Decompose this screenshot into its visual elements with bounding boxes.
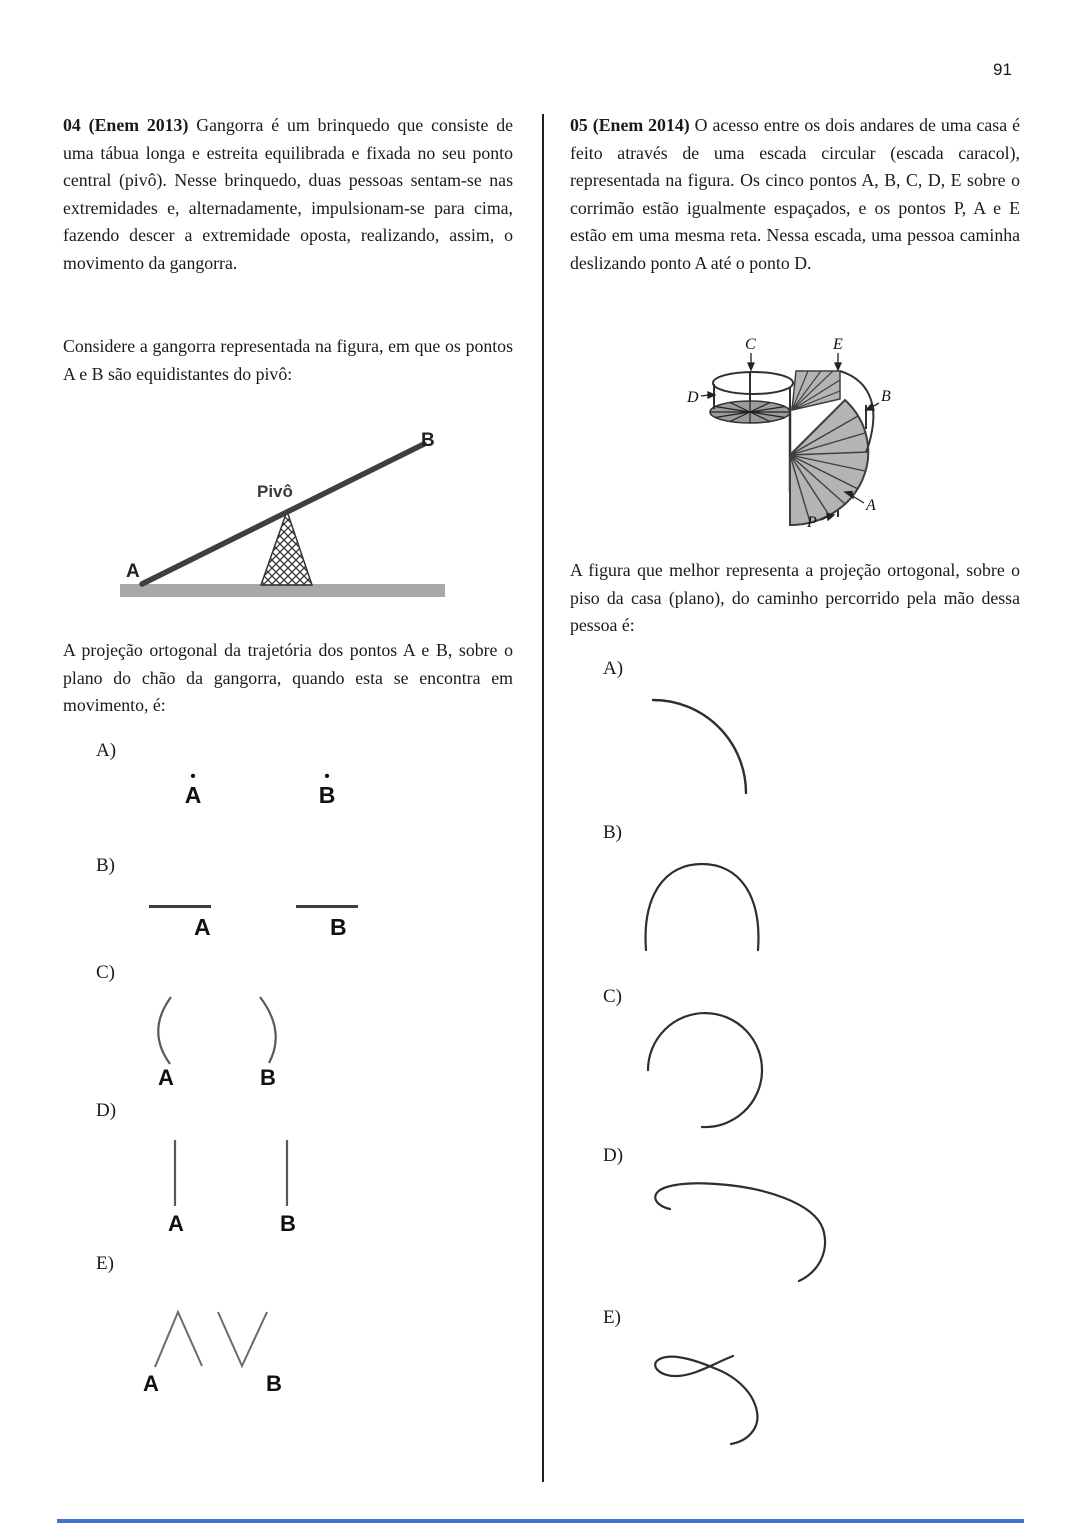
q04-option-a-point-b [312, 768, 342, 808]
stair-label-c: C [745, 336, 756, 353]
caret-shape [155, 1312, 202, 1367]
q04-option-a-label: A) [96, 740, 117, 761]
q05-option-d-label: D) [603, 1145, 624, 1166]
q04-option-b-label: B) [96, 855, 115, 876]
spiral-staircase-figure [618, 335, 910, 535]
q05-option-a-figure [640, 690, 760, 800]
seesaw-figure [110, 420, 450, 600]
arc-letter-a: A [158, 1065, 174, 1090]
q05-option-e-figure [645, 1345, 770, 1450]
line-letter-a: A [168, 1211, 184, 1236]
footer-rule [57, 1519, 1024, 1523]
arc-left [158, 997, 171, 1064]
q04-intro-text: Gangorra é um brinquedo que consiste de uma tábua longa e estreita equilibrada e fixada no seu ponto central (pivô). Nesse brinquedo, duas pessoas sentam-se nas extremidades e, alternadamente, impulsionam-se para cima, fazendo descer a extremidade oposta, realizando, assim, o movimento da gangorra. [63, 115, 514, 273]
q05-option-d-figure [645, 1178, 835, 1290]
stair-label-d: D [687, 389, 699, 406]
vee-shape [218, 1312, 267, 1366]
segment-letter-b: B [330, 914, 347, 940]
q05-option-c-label: C) [603, 986, 622, 1007]
stair-label-p: P [807, 514, 817, 531]
q04-question-text: A projeção ortogonal da trajetória dos pontos A e B, sobre o plano do chão da gangorra, quando esta se encontra em movimento, é: [63, 640, 513, 716]
q04-option-a-point-a [178, 768, 208, 808]
q05-question-text: A figura que melhor representa a projeção ortogonal, sobre o piso da casa (plano), do caminho percorrido pela mão dessa pessoa é: [570, 560, 1020, 636]
q05-option-b-label: B) [603, 822, 622, 843]
point-dot: • [324, 768, 330, 785]
q05-option-b-figure [635, 860, 770, 955]
point-letter: B [318, 782, 336, 808]
arc-right [260, 997, 276, 1063]
page-number: 91 [993, 60, 1012, 79]
spiral-curve [655, 1183, 825, 1281]
crossing-loop-curve [655, 1356, 757, 1444]
q04-intro-paragraph [63, 112, 513, 278]
q05-option-a-label: A) [603, 658, 624, 679]
arch-curve [646, 864, 759, 950]
seesaw-pivot-label: Pivô [257, 482, 293, 501]
q05-option-e-label: E) [603, 1307, 621, 1328]
stair-upper-landing-disc [710, 401, 790, 423]
q05-intro-paragraph [570, 112, 1020, 278]
seesaw-point-b-label: B [421, 430, 435, 451]
quarter-arc [653, 700, 746, 793]
vee-letter-a: A [143, 1371, 159, 1396]
q04-option-c-figure [140, 990, 290, 1090]
stair-label-a: A [866, 497, 876, 514]
stair-lower-flight-fan [790, 400, 868, 525]
arc-letter-b: B [260, 1065, 276, 1090]
q04-heading: 04 (Enem 2013) [63, 115, 189, 135]
column-divider [542, 114, 544, 1482]
vee-letter-b: B [266, 1371, 282, 1396]
point-dot: • [190, 768, 196, 785]
q04-option-d-label: D) [96, 1100, 117, 1121]
q04-option-e-label: E) [96, 1253, 114, 1274]
line-letter-b: B [280, 1211, 296, 1236]
seesaw-ground [120, 584, 445, 597]
q04-consider-paragraph: Considere a gangorra representada na figura, em que os pontos A e B são equidistantes do pivô: [63, 336, 513, 384]
q05-option-c-figure [640, 1010, 770, 1135]
seesaw-point-a-label: A [126, 561, 140, 582]
stair-upper-flight [792, 371, 840, 410]
segment-line-a [149, 905, 211, 908]
q04-option-d-figure [160, 1135, 310, 1240]
q05-heading: 05 (Enem 2014) [570, 115, 690, 135]
stair-label-b: B [881, 388, 891, 405]
segment-line-b [296, 905, 358, 908]
stair-top-rail-ellipse [713, 372, 793, 394]
q05-intro-text: O acesso entre os dois andares de uma casa é feito através de uma escada circular (escada caracol), representada na figura. Os cinco pontos A, B, C, D, E sobre o corrimão estão igualmente espaçados, e os pontos P, A e E estão em uma mesma reta. Nessa escada, uma pessoa caminha deslizando ponto A até o ponto D. [570, 115, 1021, 273]
open-circle-arc [648, 1013, 762, 1127]
point-letter: A [184, 782, 202, 808]
q04-option-e-figure [135, 1300, 295, 1400]
stair-label-e: E [833, 336, 843, 353]
q04-option-c-label: C) [96, 962, 115, 983]
segment-letter-a: A [194, 914, 211, 940]
